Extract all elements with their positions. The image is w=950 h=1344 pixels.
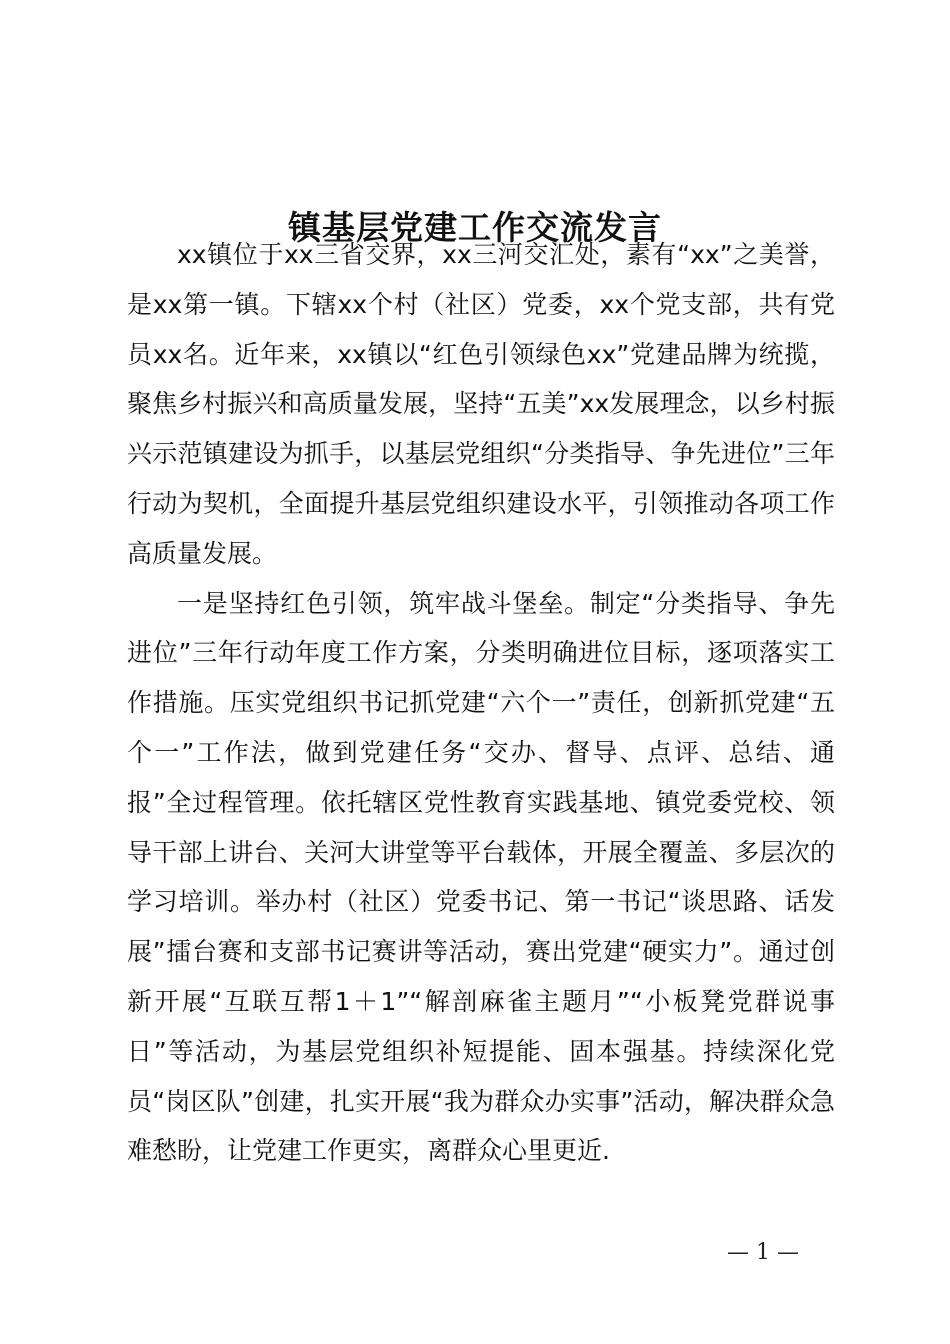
- paragraph-red-leadership: 一是坚持红色引领，筑牢战斗堡垒。制定“分类指导、争先进位”三年行动年度工作方案，分类明确进位目标，逐项落实工作措施。压实党组织书记抓党建“六个一”责任，创新抓党建“五个一”工作法，做到党建任务“交办、督导、点评、总结、通报”全过程管理。依托辖区党性教育实践基地、镇党委党校、领导干部上讲台、关河大讲堂等平台载体，开展全覆盖、多层次的学习培训。举办村（社区）党委书记、第一书记“谈思路、话发展”擂台赛和支部书记赛讲等活动，赛出党建“硬实力”。通过创新开展“互联互帮1＋1”“解剖麻雀主题月”“小板凳党群说事日”等活动，为基层党组织补短提能、固本强基。持续深化党员“岗区队”创建，扎实开展“我为群众办实事”活动，解决群众急难愁盼，让党建工作更实，离群众心里更近.: [127, 588, 835, 1166]
- document-body: [127, 230, 835, 1176]
- document-title: 镇基层党建工作交流发言: [288, 208, 662, 248]
- paragraph-intro: xx镇位于xx三省交界，xx三河交汇处，素有“xx”之美誉，是xx第一镇。下辖xx个村（社区）党委，xx个党支部，共有党员xx名。近年来，xx镇以“红色引领绿色xx”党建品牌为统揽，聚焦乡村振兴和高质量发展，坚持“五美”xx发展理念，以乡村振兴示范镇建设为抓手，以基层党组织“分类指导、争先进位”三年行动为契机，全面提升基层党组织建设水平，引领推动各项工作高质量发展。: [127, 240, 835, 568]
- page-number: — 1 —: [727, 1240, 799, 1265]
